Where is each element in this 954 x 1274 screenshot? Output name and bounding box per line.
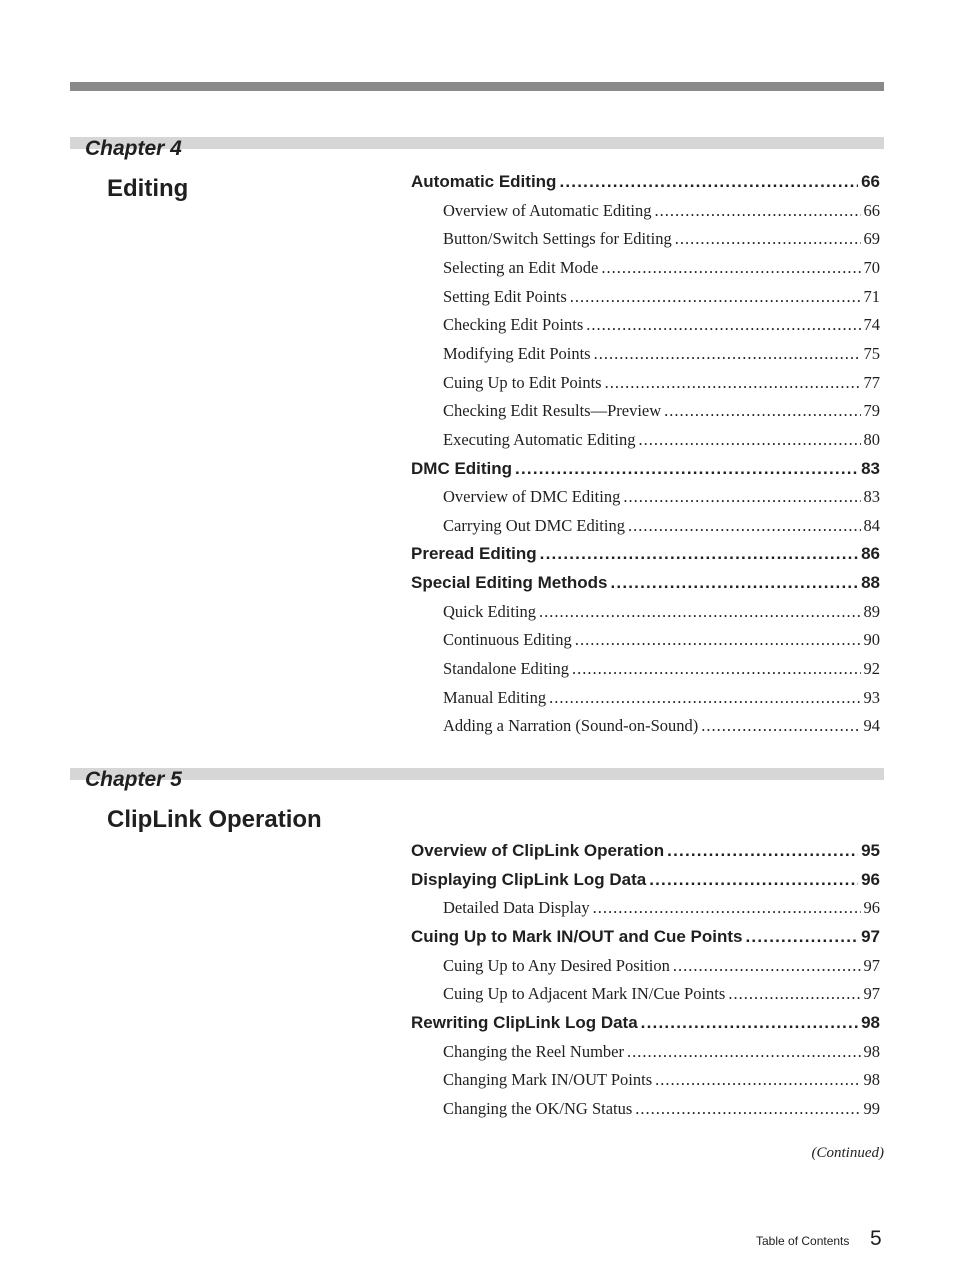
toc-entry	[443, 373, 880, 395]
dot-leader	[515, 459, 858, 479]
chapter-band	[70, 137, 884, 149]
toc-entry	[443, 630, 880, 652]
dot-leader	[628, 516, 861, 536]
toc-entry	[443, 1070, 880, 1092]
toc-entry-title: Cuing Up to Adjacent Mark IN/Cue Points	[443, 984, 726, 1004]
toc-entry	[411, 544, 880, 566]
toc-entry-page: 79	[863, 401, 880, 421]
toc-entry-page: 88	[861, 573, 880, 593]
toc-entry	[443, 898, 880, 920]
chapter-title: ClipLink Operation	[107, 806, 322, 833]
toc-entry	[443, 984, 880, 1006]
toc-entry-page: 83	[863, 487, 880, 507]
toc-entry	[443, 716, 880, 738]
toc-entry-page: 74	[863, 315, 880, 335]
toc-entry-title: Cuing Up to Any Desired Position	[443, 955, 670, 975]
toc-entry-page: 99	[863, 1098, 880, 1118]
toc-entry-title: Special Editing Methods	[411, 573, 608, 593]
toc-entry-page: 83	[861, 458, 880, 478]
toc-entry-title: Selecting an Edit Mode	[443, 257, 599, 277]
toc-entry-title: Overview of Automatic Editing	[443, 200, 652, 220]
dot-leader	[655, 1070, 860, 1090]
dot-leader	[623, 487, 860, 507]
toc-entry-title: Preread Editing	[411, 544, 537, 564]
toc-entry-page: 66	[863, 200, 880, 220]
toc-entry-title: Setting Edit Points	[443, 286, 567, 306]
toc-entry	[411, 459, 880, 481]
toc-entry-page: 90	[863, 630, 880, 650]
toc-entry	[443, 430, 880, 452]
dot-leader	[586, 315, 860, 335]
toc-entry-page: 69	[863, 229, 880, 249]
toc-entry-page: 70	[863, 257, 880, 277]
dot-leader	[649, 870, 858, 890]
toc-entry-title: Adding a Narration (Sound-on-Sound)	[443, 716, 699, 736]
toc-entry-page: 75	[863, 343, 880, 363]
dot-leader	[627, 1042, 860, 1062]
toc-entry-title: Checking Edit Results—Preview	[443, 401, 662, 421]
toc-entry-title: Changing the Reel Number	[443, 1041, 625, 1061]
toc-entry	[443, 1099, 880, 1121]
dot-leader	[673, 956, 861, 976]
toc-entry-page: 97	[863, 984, 880, 1004]
toc-entry-title: Modifying Edit Points	[443, 343, 591, 363]
toc-entry-title: Detailed Data Display	[443, 898, 590, 918]
toc-entry-title: Cuing Up to Edit Points	[443, 372, 602, 392]
toc-entry-title: Executing Automatic Editing	[443, 429, 636, 449]
dot-leader	[601, 258, 860, 278]
toc-entry-title: Changing Mark IN/OUT Points	[443, 1070, 653, 1090]
toc-entry	[443, 287, 880, 309]
dot-leader	[559, 172, 858, 192]
toc-entry	[443, 201, 880, 223]
dot-leader	[549, 688, 860, 708]
continued-note: (Continued)	[811, 1145, 884, 1161]
toc-entry	[443, 229, 880, 251]
toc-entry-title: Overview of ClipLink Operation	[411, 841, 665, 860]
toc-entry-title: Standalone Editing	[443, 659, 570, 679]
page-number: 5	[870, 1227, 882, 1250]
toc-entry-page: 98	[863, 1070, 880, 1090]
toc-entry-title: Continuous Editing	[443, 630, 572, 650]
toc-entry-page: 97	[861, 926, 880, 946]
toc-entry	[443, 315, 880, 337]
dot-leader	[664, 401, 860, 421]
toc-entry	[411, 927, 880, 949]
toc-entry	[443, 401, 880, 423]
toc-entry	[443, 659, 880, 681]
toc-entry-page: 94	[863, 716, 880, 736]
chapter-label: Chapter 5	[85, 768, 182, 791]
toc-entry-title: Button/Switch Settings for Editing	[443, 229, 672, 249]
toc-entry-page: 93	[863, 687, 880, 707]
dot-leader	[593, 898, 861, 918]
chapter-title: Editing	[107, 175, 189, 202]
toc-entry-title: Rewriting ClipLink Log Data	[411, 1012, 638, 1032]
top-rule	[70, 82, 884, 91]
toc-entry	[443, 688, 880, 710]
footer-label: Table of Contents	[756, 1234, 850, 1248]
dot-leader	[540, 544, 858, 564]
toc-entry-title: Automatic Editing	[411, 172, 557, 191]
dot-leader	[539, 602, 860, 622]
toc-entry-title: Changing the OK/NG Status	[443, 1098, 633, 1118]
toc-entry-page: 98	[863, 1041, 880, 1061]
toc-entry-page: 86	[861, 544, 880, 564]
toc-entry	[411, 870, 880, 892]
toc-entry	[443, 344, 880, 366]
toc-entry	[443, 1042, 880, 1064]
toc-entry	[443, 487, 880, 509]
toc-entry-title: DMC Editing	[411, 458, 513, 478]
toc-entry-title: Checking Edit Points	[443, 315, 584, 335]
toc-entry-title: Overview of DMC Editing	[443, 487, 621, 507]
dot-leader	[641, 1013, 858, 1033]
toc-entry-page: 84	[863, 515, 880, 535]
dot-leader	[575, 630, 861, 650]
toc-entry-page: 66	[861, 172, 880, 191]
toc-entry-page: 77	[863, 372, 880, 392]
toc-entry	[443, 602, 880, 624]
toc-entry-page: 71	[863, 286, 880, 306]
toc-entry-title: Displaying ClipLink Log Data	[411, 869, 647, 889]
toc-entry	[411, 573, 880, 595]
dot-leader	[594, 344, 861, 364]
dot-leader	[572, 659, 860, 679]
chapter-band	[70, 768, 884, 780]
toc-entry	[411, 1013, 880, 1035]
toc-entry-page: 80	[863, 429, 880, 449]
toc-entry-page: 96	[861, 869, 880, 889]
toc-entry-title: Carrying Out DMC Editing	[443, 515, 625, 535]
dot-leader	[701, 716, 860, 736]
toc-entry	[443, 516, 880, 538]
toc-entry-page: 95	[861, 841, 880, 860]
chapter-label: Chapter 4	[85, 137, 182, 160]
dot-leader	[638, 430, 860, 450]
toc-entry-title: Manual Editing	[443, 687, 547, 707]
toc-entry-page: 98	[861, 1012, 880, 1032]
toc-entry	[443, 258, 880, 280]
toc-entry	[411, 172, 880, 194]
dot-leader	[675, 229, 861, 249]
dot-leader	[746, 927, 859, 947]
toc-entry-page: 96	[863, 898, 880, 918]
toc-entry-page: 92	[863, 659, 880, 679]
toc-entry-page: 97	[863, 955, 880, 975]
dot-leader	[570, 287, 861, 307]
toc-entry-title: Quick Editing	[443, 601, 537, 621]
dot-leader	[728, 984, 860, 1004]
toc-entry	[411, 841, 880, 863]
toc-entry-title: Cuing Up to Mark IN/OUT and Cue Points	[411, 926, 743, 946]
dot-leader	[667, 841, 858, 861]
dot-leader	[635, 1099, 860, 1119]
dot-leader	[655, 201, 861, 221]
toc-entry	[443, 956, 880, 978]
toc-entry-page: 89	[863, 601, 880, 621]
dot-leader	[610, 573, 858, 593]
dot-leader	[605, 373, 861, 393]
